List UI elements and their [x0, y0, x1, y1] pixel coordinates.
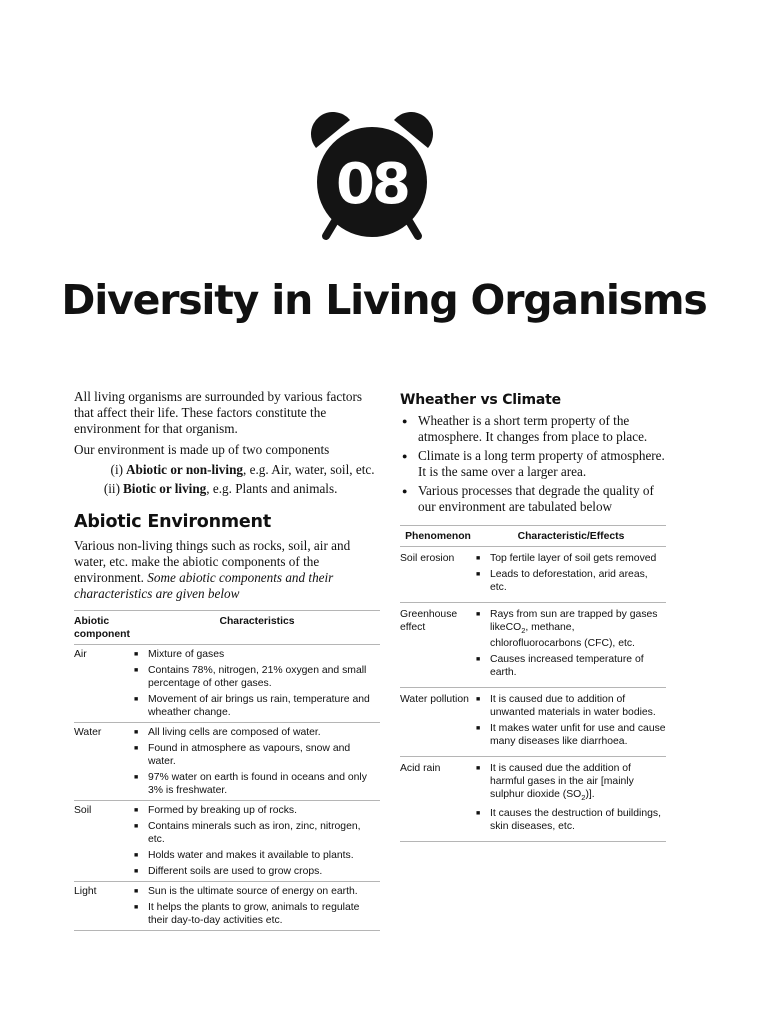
- table-row: Light ■ Sun is the ultimate source of energy on earth. ■ It helps the plants to grow, animals to regulate their day-to-day activities etc.: [74, 882, 380, 931]
- intro-paragraph: All living organisms are surrounded by various factors that affect their life. These factors constitute the environment for that organism.: [74, 389, 362, 436]
- col-abiotic-component: Abiotic component: [74, 616, 130, 640]
- abiotic-description: Various non-living things such as rocks, soil, air and water, etc. make the abiotic components of the environment. Some abiotic components and their characteristics are given below: [74, 538, 351, 601]
- table-row: Acid rain ■ It is caused due the addition of harmful gases in the air [mainly sulphur dioxide $(SO_2)$]. ■ It causes the destruction of buildings, skin diseases, etc.: [400, 757, 666, 842]
- list-item: ● Wheather is a short term property of the atmosphere. It changes from place to place.: [400, 413, 666, 445]
- list-item: ● Climate is a long term property of atmosphere. It is the same over a larger area.: [400, 448, 666, 480]
- table-row: Air ■ Mixture of gases ■ Contains 78%, nitrogen, 21% oxygen and small percentage of other gases. ■ Movement of air brings us rain, temperature and wheather change.: [74, 645, 380, 723]
- table-row: Greenhouse effect ■ Rays from sun are trapped by gases likeCO$_2$, methane, chlorofluorocarbons (CFC), etc. ■ Causes increased temperature of earth.: [400, 603, 666, 688]
- table-header-row: [74, 611, 380, 645]
- chapter-clock-icon: [310, 112, 434, 244]
- table-row: Soil ■ Formed by breaking up of rocks. ■ Contains minerals such as iron, zinc, nitrogen, etc. ■ Holds water and makes it available to plants. ■ Different soils are used to grow crops.: [74, 801, 380, 882]
- abiotic-heading: Abiotic Environment: [74, 512, 271, 532]
- list-item: ● Various processes that degrade the quality of our environment are tabulated below: [400, 483, 666, 515]
- components-list: [74, 460, 380, 498]
- weather-bullets: [400, 413, 666, 515]
- intro-components-lead: Our environment is made up of two components: [74, 442, 330, 457]
- left-column: [74, 389, 380, 931]
- component-item-abiotic: (i) Abiotic or non-living, e.g. Air, water, soil, etc.: [110, 462, 375, 477]
- col-phenomenon: Phenomenon: [405, 531, 471, 542]
- component-item-biotic: (ii) Biotic or living, e.g. Plants and animals.: [103, 481, 338, 496]
- weather-climate-heading: Wheather vs Climate: [400, 392, 561, 408]
- table-row: Soil erosion ■ Top fertile layer of soil gets removed ■ Leads to deforestation, arid areas, etc.: [400, 547, 666, 603]
- right-column: [400, 392, 666, 842]
- col-characteristics: Characteristics: [219, 616, 295, 627]
- table-header-row: [400, 526, 666, 547]
- abiotic-table: [74, 610, 380, 931]
- col-characteristic-effects: Characteristic/Effects: [517, 531, 625, 542]
- chapter-number: 08: [336, 152, 408, 217]
- table-row: Water pollution ■ It is caused due to addition of unwanted materials in water bodies. ■ It makes water unfit for use and cause many diseases like diarrhoea.: [400, 688, 666, 757]
- chapter-title: Diversity in Living Organisms: [61, 276, 707, 324]
- degradation-table: [400, 525, 666, 842]
- table-row: Water ■ All living cells are composed of water. ■ Found in atmosphere as vapours, snow and water. ■ 97% water on earth is found in oceans and only 3% is freshwater.: [74, 723, 380, 801]
